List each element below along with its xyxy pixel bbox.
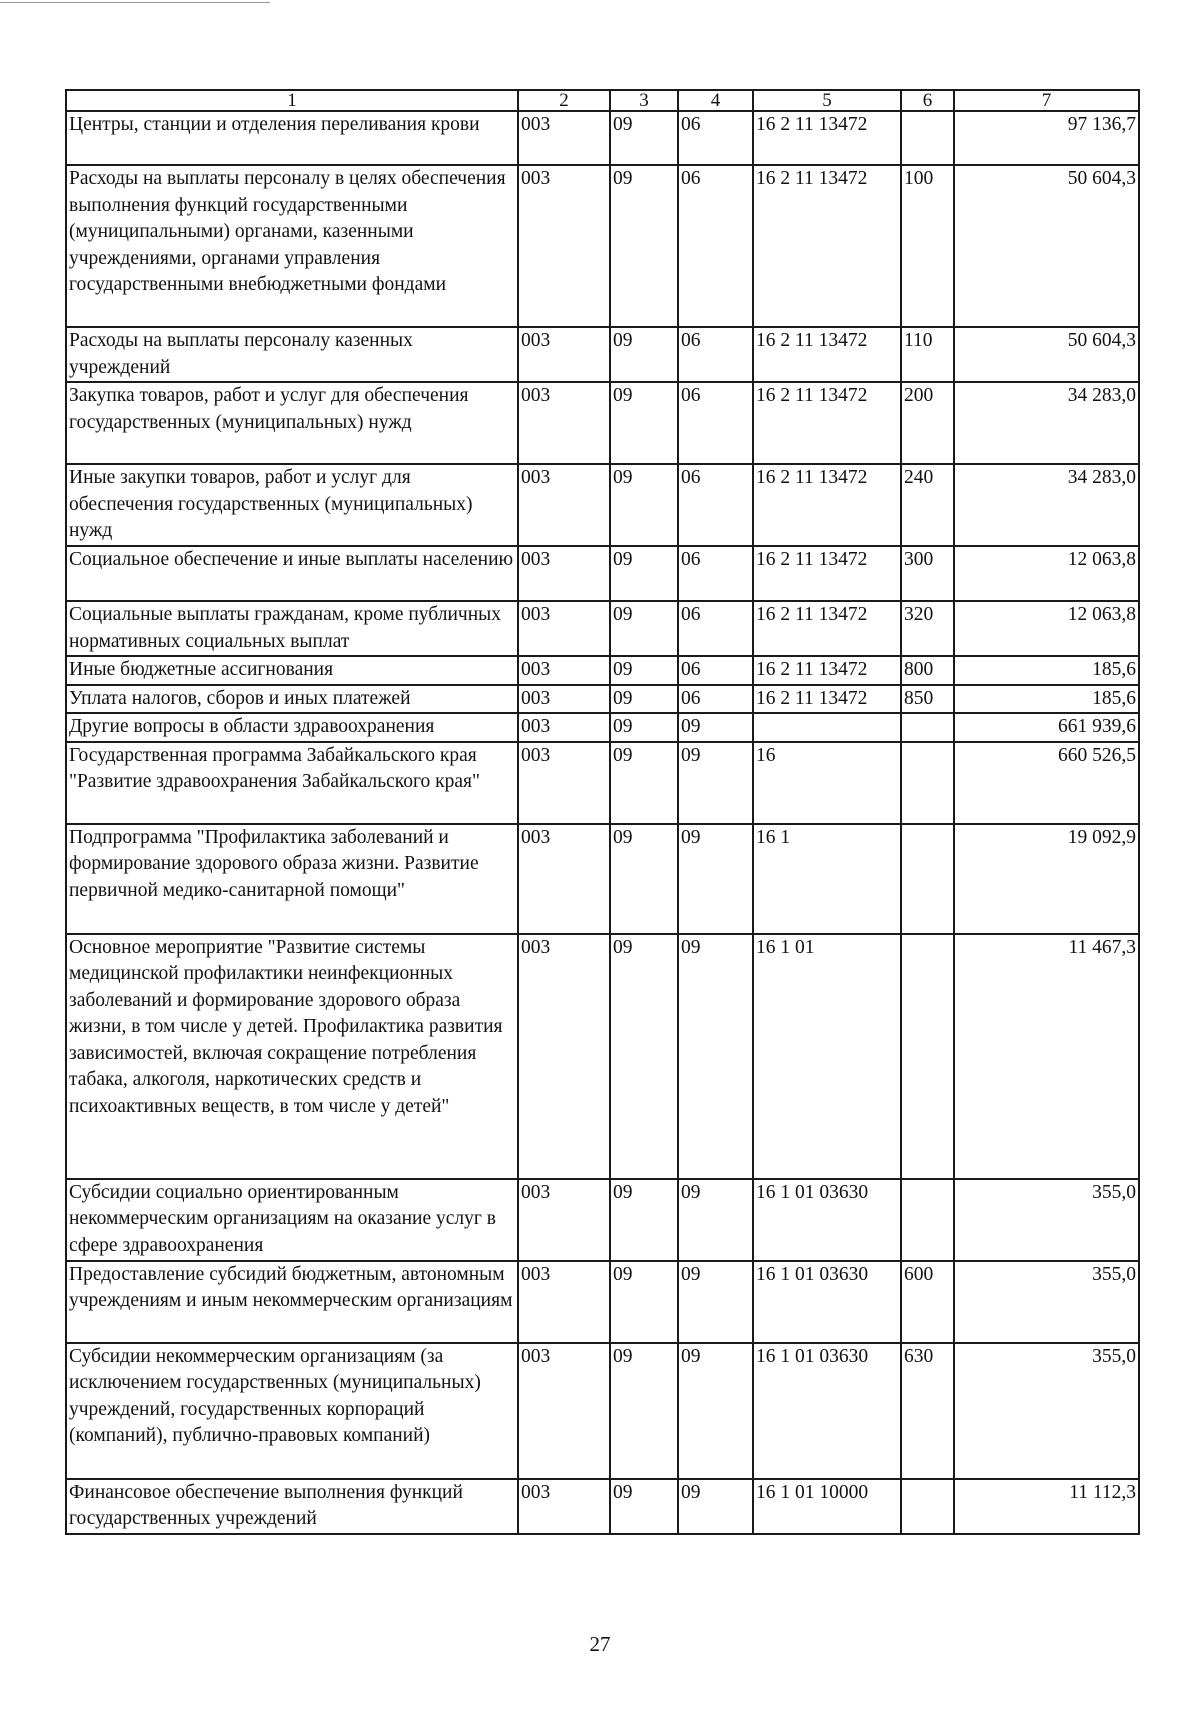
table-row xyxy=(66,656,1139,685)
row-amount: 12 063,8 xyxy=(954,546,1139,601)
row-code-6 xyxy=(901,713,954,742)
table-row xyxy=(66,934,1139,1179)
header-cell: 3 xyxy=(610,90,678,111)
row-code-2: 003 xyxy=(518,824,610,934)
header-cell: 4 xyxy=(678,90,753,111)
row-name: Центры, станции и отделения переливания крови xyxy=(66,111,518,165)
table-header-row xyxy=(66,90,1139,111)
row-amount: 660 526,5 xyxy=(954,742,1139,824)
header-cell: 1 xyxy=(66,90,518,111)
scan-artifact-line xyxy=(0,2,270,3)
row-code-4: 06 xyxy=(678,464,753,546)
row-code-2: 003 xyxy=(518,742,610,824)
table-row xyxy=(66,601,1139,656)
row-code-2: 003 xyxy=(518,111,610,165)
row-name: Иные бюджетные ассигнования xyxy=(66,656,518,685)
row-code-4: 09 xyxy=(678,1343,753,1479)
row-amount: 355,0 xyxy=(954,1261,1139,1343)
row-code-3: 09 xyxy=(610,656,678,685)
row-code-4: 06 xyxy=(678,546,753,601)
row-code-6 xyxy=(901,742,954,824)
table-row xyxy=(66,464,1139,546)
row-code-5: 16 2 11 13472 xyxy=(753,464,901,546)
row-name: Социальные выплаты гражданам, кроме публичных нормативных социальных выплат xyxy=(66,601,518,656)
row-code-2: 003 xyxy=(518,656,610,685)
row-code-2: 003 xyxy=(518,1479,610,1534)
row-amount: 661 939,6 xyxy=(954,713,1139,742)
budget-table xyxy=(65,89,1140,1535)
row-code-3: 09 xyxy=(610,713,678,742)
table-row xyxy=(66,111,1139,165)
row-name: Финансовое обеспечение выполнения функций государственных учреждений xyxy=(66,1479,518,1534)
row-code-4: 09 xyxy=(678,742,753,824)
row-name: Подпрограмма "Профилактика заболеваний и формирование здорового образа жизни. Развитие первичной медико-санитарной помощи" xyxy=(66,824,518,934)
row-name: Основное мероприятие "Развитие системы медицинской профилактики неинфекционных заболеваний и формирование здорового образа жизни, в том числе у детей. Профилактика развития зависимостей, включая сокращение потребления табака, алкоголя, наркотических средств и психоактивных веществ, в том числе у детей" xyxy=(66,934,518,1179)
row-amount: 185,6 xyxy=(954,685,1139,714)
row-amount: 34 283,0 xyxy=(954,382,1139,464)
row-code-4: 06 xyxy=(678,111,753,165)
row-code-6: 110 xyxy=(901,327,954,382)
row-code-2: 003 xyxy=(518,327,610,382)
table-row xyxy=(66,546,1139,601)
row-name: Субсидии социально ориентированным некоммерческим организациям на оказание услуг в сфере здравоохранения xyxy=(66,1179,518,1261)
row-name: Государственная программа Забайкальского края "Развитие здравоохранения Забайкальского края" xyxy=(66,742,518,824)
row-code-5: 16 1 01 03630 xyxy=(753,1343,901,1479)
table-row xyxy=(66,713,1139,742)
row-code-6: 850 xyxy=(901,685,954,714)
row-code-5: 16 2 11 13472 xyxy=(753,165,901,327)
row-code-2: 003 xyxy=(518,165,610,327)
header-cell: 6 xyxy=(901,90,954,111)
table-row xyxy=(66,685,1139,714)
row-code-3: 09 xyxy=(610,1479,678,1534)
row-amount: 11 467,3 xyxy=(954,934,1139,1179)
header-cell: 2 xyxy=(518,90,610,111)
row-code-6 xyxy=(901,824,954,934)
table-row xyxy=(66,1179,1139,1261)
row-code-6: 600 xyxy=(901,1261,954,1343)
row-amount: 185,6 xyxy=(954,656,1139,685)
row-name: Субсидии некоммерческим организациям (за исключением государственных (муниципальных) учреждений, государственных корпораций (компаний), публично-правовых компаний) xyxy=(66,1343,518,1479)
row-code-5: 16 1 01 10000 xyxy=(753,1479,901,1534)
row-code-2: 003 xyxy=(518,1179,610,1261)
row-code-4: 06 xyxy=(678,327,753,382)
row-amount: 97 136,7 xyxy=(954,111,1139,165)
row-name: Социальное обеспечение и иные выплаты населению xyxy=(66,546,518,601)
table-row xyxy=(66,1479,1139,1534)
row-code-6 xyxy=(901,1179,954,1261)
row-code-3: 09 xyxy=(610,464,678,546)
row-code-4: 06 xyxy=(678,656,753,685)
row-code-6 xyxy=(901,111,954,165)
row-name: Уплата налогов, сборов и иных платежей xyxy=(66,685,518,714)
row-code-5: 16 1 01 03630 xyxy=(753,1179,901,1261)
row-code-3: 09 xyxy=(610,685,678,714)
row-code-6: 100 xyxy=(901,165,954,327)
table-row xyxy=(66,824,1139,934)
row-code-2: 003 xyxy=(518,601,610,656)
row-code-5: 16 xyxy=(753,742,901,824)
row-amount: 34 283,0 xyxy=(954,464,1139,546)
row-code-3: 09 xyxy=(610,165,678,327)
table-row xyxy=(66,1261,1139,1343)
row-code-2: 003 xyxy=(518,1343,610,1479)
row-code-4: 06 xyxy=(678,165,753,327)
row-code-4: 06 xyxy=(678,685,753,714)
row-code-3: 09 xyxy=(610,1261,678,1343)
row-code-5: 16 1 xyxy=(753,824,901,934)
row-code-3: 09 xyxy=(610,934,678,1179)
row-code-3: 09 xyxy=(610,742,678,824)
row-code-3: 09 xyxy=(610,382,678,464)
row-name: Расходы на выплаты персоналу в целях обеспечения выполнения функций государственными (муниципальными) органами, казенными учреждениями, органами управления государственными внебюджетными фондами xyxy=(66,165,518,327)
row-code-2: 003 xyxy=(518,546,610,601)
row-code-2: 003 xyxy=(518,934,610,1179)
row-amount: 50 604,3 xyxy=(954,327,1139,382)
row-amount: 50 604,3 xyxy=(954,165,1139,327)
row-amount: 355,0 xyxy=(954,1179,1139,1261)
row-code-3: 09 xyxy=(610,327,678,382)
row-amount: 355,0 xyxy=(954,1343,1139,1479)
row-code-4: 09 xyxy=(678,1479,753,1534)
row-code-3: 09 xyxy=(610,111,678,165)
row-code-5: 16 2 11 13472 xyxy=(753,546,901,601)
row-code-3: 09 xyxy=(610,601,678,656)
header-cell: 5 xyxy=(753,90,901,111)
row-code-6 xyxy=(901,934,954,1179)
row-code-6: 200 xyxy=(901,382,954,464)
page-number: 27 xyxy=(589,1632,611,1656)
row-name: Закупка товаров, работ и услуг для обеспечения государственных (муниципальных) нужд xyxy=(66,382,518,464)
row-code-2: 003 xyxy=(518,1261,610,1343)
row-code-6 xyxy=(901,1479,954,1534)
row-code-2: 003 xyxy=(518,382,610,464)
table-row xyxy=(66,382,1139,464)
table-row xyxy=(66,165,1139,327)
row-name: Расходы на выплаты персоналу казенных учреждений xyxy=(66,327,518,382)
row-code-4: 06 xyxy=(678,382,753,464)
row-code-5 xyxy=(753,713,901,742)
row-code-4: 09 xyxy=(678,934,753,1179)
row-code-5: 16 2 11 13472 xyxy=(753,601,901,656)
header-cell: 7 xyxy=(954,90,1139,111)
row-code-5: 16 2 11 13472 xyxy=(753,656,901,685)
row-code-2: 003 xyxy=(518,713,610,742)
row-code-4: 09 xyxy=(678,824,753,934)
table-row xyxy=(66,1343,1139,1479)
row-name: Другие вопросы в области здравоохранения xyxy=(66,713,518,742)
row-amount: 12 063,8 xyxy=(954,601,1139,656)
row-code-4: 09 xyxy=(678,1261,753,1343)
row-code-5: 16 1 01 03630 xyxy=(753,1261,901,1343)
row-code-4: 09 xyxy=(678,713,753,742)
table-row xyxy=(66,742,1139,824)
row-code-4: 06 xyxy=(678,601,753,656)
row-code-3: 09 xyxy=(610,1343,678,1479)
row-code-6: 800 xyxy=(901,656,954,685)
row-code-6: 630 xyxy=(901,1343,954,1479)
row-code-6: 300 xyxy=(901,546,954,601)
table-row xyxy=(66,327,1139,382)
row-amount: 11 112,3 xyxy=(954,1479,1139,1534)
row-code-5: 16 1 01 xyxy=(753,934,901,1179)
row-code-6: 320 xyxy=(901,601,954,656)
row-code-6: 240 xyxy=(901,464,954,546)
row-code-2: 003 xyxy=(518,464,610,546)
row-code-4: 09 xyxy=(678,1179,753,1261)
row-code-5: 16 2 11 13472 xyxy=(753,327,901,382)
row-code-2: 003 xyxy=(518,685,610,714)
row-code-5: 16 2 11 13472 xyxy=(753,382,901,464)
row-name: Предоставление субсидий бюджетным, автономным учреждениям и иным некоммерческим организациям xyxy=(66,1261,518,1343)
row-code-3: 09 xyxy=(610,546,678,601)
row-code-3: 09 xyxy=(610,824,678,934)
row-code-3: 09 xyxy=(610,1179,678,1261)
row-amount: 19 092,9 xyxy=(954,824,1139,934)
row-name: Иные закупки товаров, работ и услуг для обеспечения государственных (муниципальных) нужд xyxy=(66,464,518,546)
row-code-5: 16 2 11 13472 xyxy=(753,685,901,714)
row-code-5: 16 2 11 13472 xyxy=(753,111,901,165)
